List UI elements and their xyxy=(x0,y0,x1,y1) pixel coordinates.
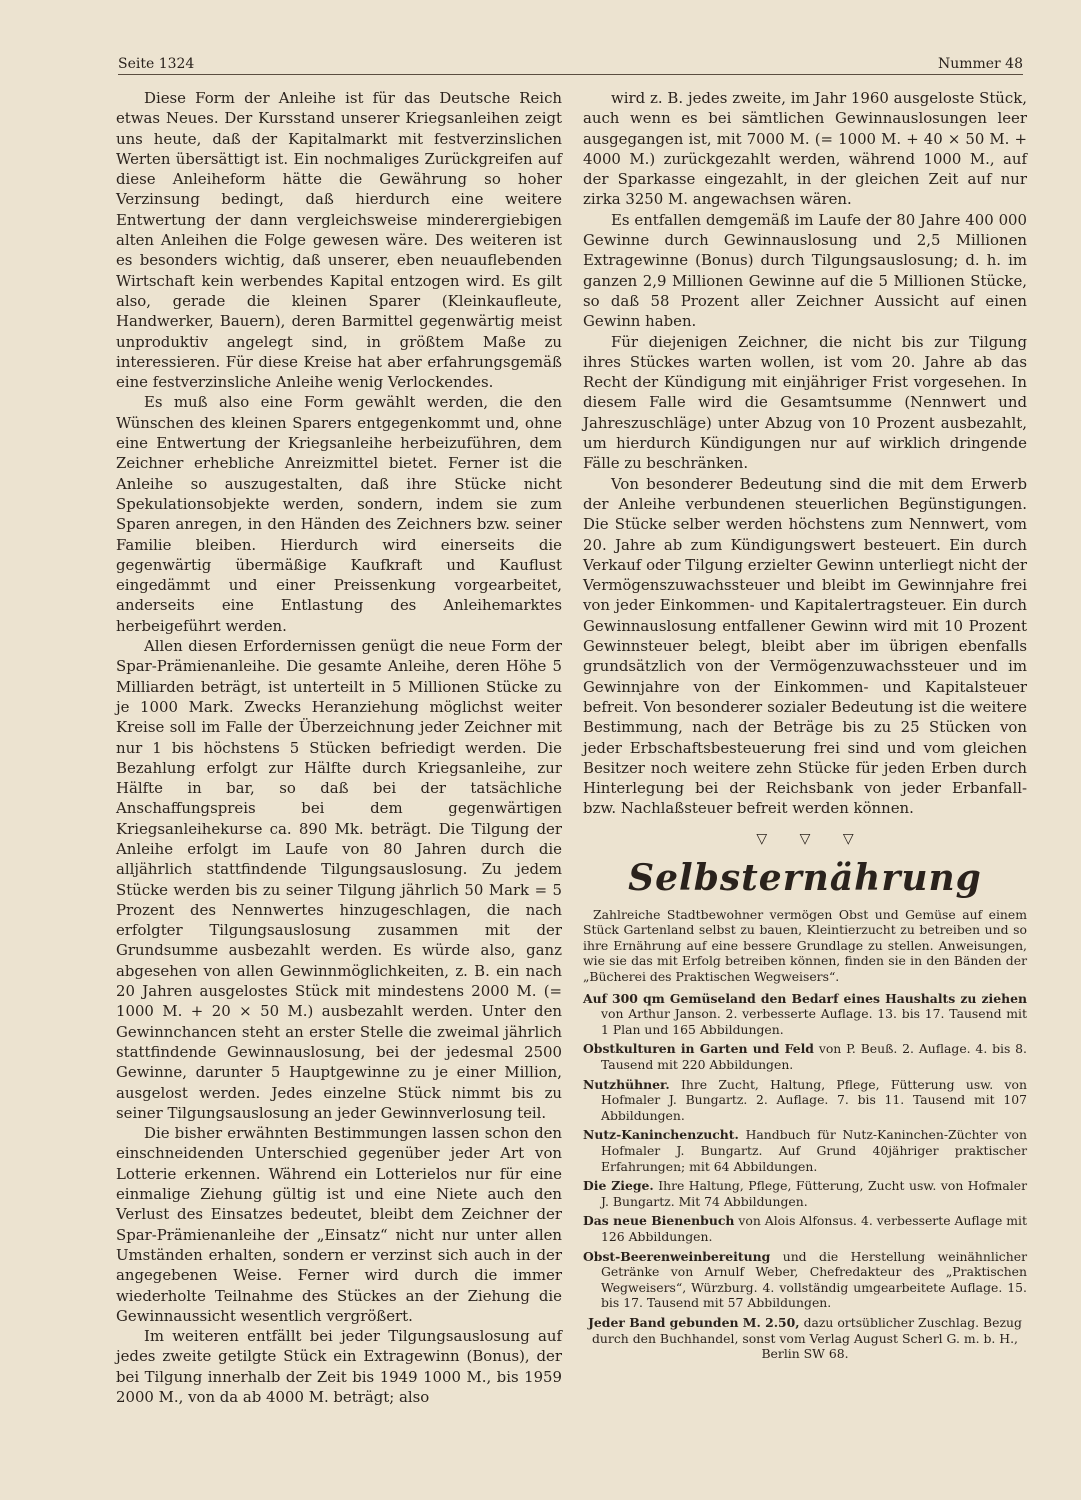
book-title: Obst-Beerenweinbereitung xyxy=(583,1248,771,1264)
paragraph: Es entfallen demgemäß im Laufe der 80 Jahre 400 000 Gewinne durch Gewinnauslosung und 2,5 Millionen Extragewinne (Bonus) durch Tilgungsauslosung; d. h. im ganzen 2,9 Millionen Gewinne auf die 5 Millionen Stücke, so daß 58 Prozent aller Zeichner Aussicht auf einen Gewinn haben. xyxy=(583,210,1027,331)
book-entry xyxy=(583,1213,1027,1244)
book-details: Ihre Zucht, Haltung, Pflege, Fütterung usw. von Hofmaler J. Bungartz. 2. Auflage. 7. bis 11. Tausend mit 107 Abbildungen. xyxy=(601,1076,1027,1123)
book-title: Das neue Bienenbuch xyxy=(583,1213,735,1229)
left-column xyxy=(116,88,562,1407)
paragraph: Es muß also eine Form gewählt werden, die den Wünschen des kleinen Sparers entgegenkommt und, ohne eine Entwertung der Kriegsanleihe herbeizuführen, dem Zeichner erhebliche Anreizmittel bietet. Ferner ist die Anleihe so auszugestalten, daß ihre Stücke nicht Spekulationsobjekte werden, sondern, indem sie zum Sparen anregen, in den Händen des Zeichners bzw. seiner Familie bleiben. Hierdurch wird einerseits die gegenwärtig übermäßige Kaufkraft und Kauflust eingedämmt und einer Preissenkung vorgearbeitet, anderseits eine Entlastung des Anleihemarktes herbeigeführt werden. xyxy=(116,393,562,635)
book-entry xyxy=(583,1249,1027,1311)
paragraph: wird z. B. jedes zweite, im Jahr 1960 ausgeloste Stück, auch wenn es bei sämtlichen Gewinnauslosungen leer ausgegangen ist, mit 7000 M. (= 1000 M. + 40 × 50 M. + 4000 M.) zurückgezahlt werden, während 1000 M., auf der Sparkasse eingezahlt, in der gleichen Zeit auf nur zirka 3250 M. angewachsen wären. xyxy=(583,89,1027,209)
paragraph: Für diejenigen Zeichner, die nicht bis zur Tilgung ihres Stückes warten wollen, ist vom 20. Jahre ab das Recht der Kündigung mit einjähriger Frist vorgesehen. In diesem Falle wird die Gesamtsumme (Nennwert und Jahreszuschläge) unter Abzug von 10 Prozent ausbezahlt, um hierdurch Kündigungen nur auf wirklich dringende Fälle zu beschränken. xyxy=(583,332,1027,473)
paragraph: Diese Form der Anleihe ist für das Deutsche Reich etwas Neues. Der Kursstand unserer Kriegsanleihen zeigt uns heute, daß der Kapitalmarkt mit festverzinslichen Werten übersättigt ist. Ein nochmaliges Zurückgreifen auf diese Anleiheform hätte die Gewährung so hoher Verzinsung bedingt, daß hierdurch eine weitere Entwertung der dann vergleichsweise minderergiebigen alten Anleihen die Folge gewesen wäre. Des weiteren ist es besonders wichtig, daß unserer, eben neuauflebenden Wirtschaft kein werbendes Kapital entzogen wird. Es gilt also, gerade die kleinen Sparer (Kleinkaufleute, Handwerker, Bauern), deren Barmittel gegenwärtig meist unproduktiv angelegt sind, in größtem Maße zu interessieren. Für diese Kreise hat aber erfahrungsgemäß eine festverzinsliche Anleihe wenig Verlockendes. xyxy=(116,89,562,392)
book-entry xyxy=(583,1178,1027,1209)
book-title: Die Ziege. xyxy=(583,1178,654,1194)
issue-number: Nummer 48 xyxy=(937,56,1023,72)
right-column xyxy=(583,88,1027,1362)
book-entry xyxy=(583,1041,1027,1072)
book-title: Auf 300 qm Gemüseland den Bedarf eines Haushalts zu ziehen xyxy=(583,990,1027,1006)
price-label: Jeder Band gebunden M. 2.50, xyxy=(588,1314,800,1330)
book-title: Nutzhühner. xyxy=(583,1076,670,1092)
book-entry xyxy=(583,1127,1027,1174)
page-number: Seite 1324 xyxy=(118,56,195,72)
section-ornament: ▽ ▽ ▽ xyxy=(756,830,868,847)
section-title: Selbsternährung xyxy=(628,856,982,899)
section-intro: Zahlreiche Stadtbewohner vermögen Obst und Gemüse auf einem Stück Gartenland selbst zu bauen, Kleintierzucht zu betreiben und so ihre Ernährung auf eine bessere Grundlage zu stellen. Anweisungen, wie sie das mit Erfolg betreiben können, finden sie in den Bänden der „Bücherei des Praktischen Wegweisers“. xyxy=(583,906,1027,985)
book-details: und die Herstellung weinähnlicher Getränke von Arnulf Weber, Chefredakteur des „Praktischen Wegweisers“, Würzburg. 4. vollständig umgearbeitete Auflage. 15. bis 17. Tausend mit 57 Abbildungen. xyxy=(601,1248,1027,1311)
paragraph: Im weiteren entfällt bei jeder Tilgungsauslosung auf jedes zweite getilgte Stück ein Extragewinn (Bonus), der bei Tilgung innerhalb der Zeit bis 1949 1000 M., bis 1959 2000 M., von da ab 4000 M. beträgt; also xyxy=(116,1327,562,1406)
book-details: von Arthur Janson. 2. verbesserte Auflage. 13. bis 17. Tausend mit 1 Plan und 165 Abbildungen. xyxy=(601,1006,1027,1037)
publisher-info: dazu ortsüblicher Zuschlag. Bezug durch den Buchhandel, sonst vom Verlag August Scherl G. m. b. H., Berlin SW 68. xyxy=(592,1314,1022,1362)
paragraph: Allen diesen Erfordernissen genügt die neue Form der Spar-Prämienanleihe. Die gesamte Anleihe, deren Höhe 5 Milliarden beträgt, ist unterteilt in 5 Millionen Stücke zu je 1000 Mark. Zwecks Heranziehung möglichst weiter Kreise soll im Falle der Überzeichnung jeder Zeichner mit nur 1 bis höchstens 5 Stücken befriedigt werden. Die Bezahlung erfolgt zur Hälfte durch Kriegsanleihe, zur Hälfte in bar, so daß bei der tatsächliche Anschaffungspreis bei dem gegenwärtigen Kriegsanleihekurse ca. 890 Mk. beträgt. Die Tilgung der Anleihe erfolgt im Laufe von 80 Jahren durch die alljährlich stattfindende Tilgungsauslosung. Zu jedem Stücke werden bis zu seiner Tilgung jährlich 50 Mark = 5 Prozent des Nennwertes hinzugeschlagen, die nach erfolgter Tilgungsauslosung zusammen mit der Grundsumme ausbezahlt werden. Es würde also, ganz abgesehen von allen Gewinnmöglichkeiten, z. B. ein nach 20 Jahren ausgelostes Stück mit mindestens 2000 M. (= 1000 M. + 20 × 50 M.) ausbezahlt werden. Unter den Gewinnchancen steht an erster Stelle die zweimal jährlich stattfindende Gewinnauslosung, bei der jedesmal 2500 Gewinne, darunter 5 Hauptgewinne zu je einer Million, ausgelost werden. Jedes einzelne Stück nimmt bis zu seiner Tilgungsauslosung an jeder Gewinnverlosung teil. xyxy=(116,637,562,1122)
book-entry xyxy=(583,1077,1027,1124)
book-title: Nutz-Kaninchenzucht. xyxy=(583,1127,739,1143)
paragraph: Die bisher erwähnten Bestimmungen lassen schon den einschneidenden Unterschied gegenüber jeder Art von Lotterie erkennen. Während ein Lotterielos nur für eine einmalige Ziehung gültig ist und eine Niete auch den Verlust des Einsatzes bedeutet, bleibt dem Zeichner der Spar-Prämienanleihe der „Einsatz“ nicht nur unter allen Umständen erhalten, sondern er verzinst sich auch in der angegebenen Weise. Ferner wird durch die immer wiederholte Teilnahme des Stückes an der Ziehung die Gewinnaussicht wesentlich vergrößert. xyxy=(116,1124,562,1325)
book-details: von P. Beuß. 2. Auflage. 4. bis 8. Tausend mit 220 Abbildungen. xyxy=(601,1041,1027,1073)
book-details: Ihre Haltung, Pflege, Fütterung, Zucht usw. von Hofmaler J. Bungartz. Mit 74 Abbildungen. xyxy=(601,1178,1027,1209)
price-note xyxy=(583,1315,1027,1362)
book-title: Obstkulturen in Garten und Feld xyxy=(583,1041,814,1057)
book-details: Handbuch für Nutz-Kaninchen-Züchter von Hofmaler J. Bungartz. Auf Grund 40jähriger praktischer Erfahrungen; mit 64 Abbildungen. xyxy=(601,1127,1027,1174)
paragraph: Von besonderer Bedeutung sind die mit dem Erwerb der Anleihe verbundenen steuerlichen Begünstigungen. Die Stücke selber werden höchstens zum Nennwert, vom 20. Jahre ab zum Kündigungswert besteuert. Ein durch Verkauf oder Tilgung erzielter Gewinn unterliegt nicht der Vermögenszuwachssteuer und bleibt im Gewinnjahre frei von jeder Einkommen- und Kapitalertragsteuer. Ein durch Gewinnauslosung entfallener Gewinn wird mit 10 Prozent Gewinnsteuer belegt, bleibt aber im übrigen ebenfalls grundsätzlich von der Vermögenzuwachssteuer und im Gewinnjahre von der Einkommen- und Kapitalsteuer befreit. Von besonderer sozialer Bedeutung ist die weitere Bestimmung, nach der Beträge bis zu 25 Stücken von jeder Erbschaftsbesteuerung frei sind und vom gleichen Besitzer noch weitere zehn Stücke für jeden Erben durch Hinterlegung bei der Reichsbank von jeder Erbanfall- bzw. Nachlaßsteuer befreit werden können. xyxy=(583,474,1027,818)
book-entry xyxy=(583,991,1027,1038)
book-details: von Alois Alfonsus. 4. verbesserte Auflage mit 126 Abbildungen. xyxy=(601,1213,1027,1244)
page-header xyxy=(118,56,1023,75)
